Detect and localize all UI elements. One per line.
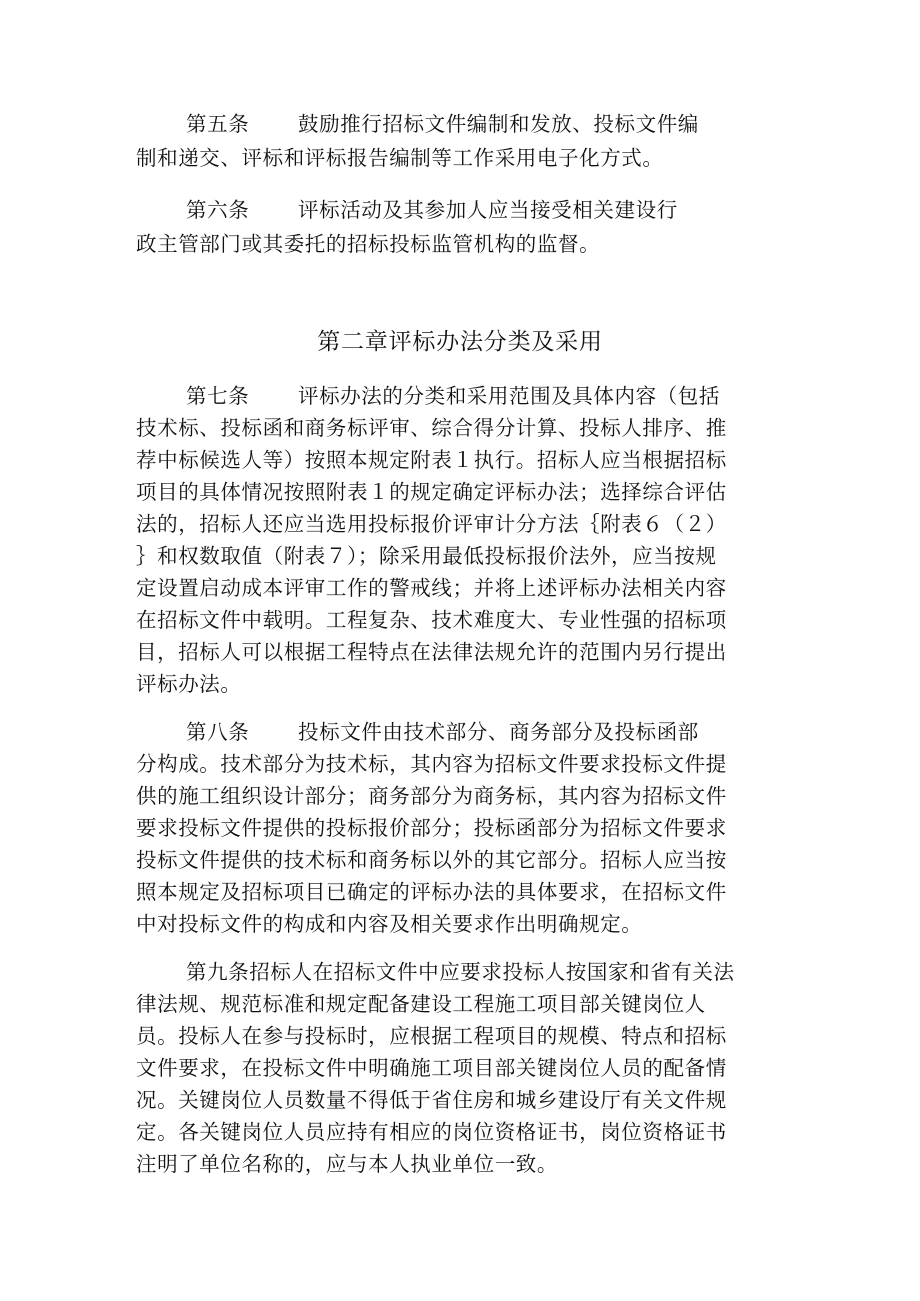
article-8-line-7: 中对投标文件的构成和内容及相关要求作出明确规定。 <box>136 912 643 936</box>
article-7-line-10: 评标办法。 <box>136 672 242 696</box>
article-5-line-2: 制和递交、评标和评标报告编制等工作采用电子化方式。 <box>136 146 664 170</box>
article-9-line-1: 第九条招标人在招标文件中应要求投标人按国家和省有关法 <box>186 960 735 984</box>
article-7-line-2: 技术标、投标函和商务标评审、综合得分计算、投标人排序、推 <box>136 416 727 440</box>
article-7-label: 第七条 <box>186 384 250 408</box>
article-8-line-3: 供的施工组织设计部分；商务部分为商务标，其内容为招标文件 <box>136 784 727 808</box>
article-8-text: 投标文件由技术部分、商务部分及投标函部 <box>298 720 699 744</box>
article-6-line-1 <box>186 194 846 226</box>
article-8-label: 第八条 <box>186 720 250 744</box>
article-5-label: 第五条 <box>186 112 250 136</box>
article-7-line-6: ｝和权数取值（附表７）；除采用最低投标报价法外，应当按规 <box>136 544 717 568</box>
article-6-text: 评标活动及其参加人应当接受相关建设行 <box>298 198 678 222</box>
article-7-line-8: 在招标文件中载明。工程复杂、技术难度大、专业性强的招标项 <box>136 608 727 632</box>
article-7-line-3: 荐中标候选人等）按照本规定附表１执行。招标人应当根据招标 <box>136 448 727 472</box>
article-9-line-4: 文件要求，在投标文件中明确施工项目部关键岗位人员的配备情 <box>136 1056 727 1080</box>
article-6-line-2: 政主管部门或其委托的招标投标监管机构的监督。 <box>136 232 601 256</box>
article-7-line-1 <box>186 380 846 412</box>
article-9-line-7: 注明了单位名称的，应与本人执业单位一致。 <box>136 1152 558 1176</box>
article-9-line-6: 定。各关键岗位人员应持有相应的岗位资格证书，岗位资格证书 <box>136 1120 727 1144</box>
article-9-line-3: 员。投标人在参与投标时，应根据工程项目的规模、特点和招标 <box>136 1024 727 1048</box>
article-7-line-9: 目，招标人可以根据工程特点在法律法规允许的范围内另行提出 <box>136 640 727 664</box>
article-7-line-5: 法的，招标人还应当选用投标报价评审计分方法｛附表６（２） <box>136 512 727 536</box>
article-9-line-5: 况。关键岗位人员数量不得低于省住房和城乡建设厅有关文件规 <box>136 1088 727 1112</box>
article-9-line-2: 律法规、规范标准和规定配备建设工程施工项目部关键岗位人 <box>136 992 706 1016</box>
article-7-text: 评标办法的分类和采用范围及具体内容（包括 <box>298 384 720 408</box>
article-7-line-4: 项目的具体情况按照附表１的规定确定评标办法；选择综合评估 <box>136 480 727 504</box>
article-6-label: 第六条 <box>186 198 250 222</box>
article-7-line-7: 定设置启动成本评审工作的警戒线；并将上述评标办法相关内容 <box>136 576 727 600</box>
article-8-line-6: 照本规定及招标项目已确定的评标办法的具体要求，在招标文件 <box>136 880 727 904</box>
article-5-line-1 <box>186 108 846 140</box>
article-8-line-4: 要求投标文件提供的投标报价部分；投标函部分为招标文件要求 <box>136 816 727 840</box>
chapter-heading: 第二章评标办法分类及采用 <box>317 329 603 355</box>
article-8-line-5: 投标文件提供的技术标和商务标以外的其它部分。招标人应当按 <box>136 848 727 872</box>
article-8-line-2: 分构成。技术部分为技术标，其内容为招标文件要求投标文件提 <box>136 752 727 776</box>
article-8-line-1 <box>186 716 846 748</box>
article-5-text: 鼓励推行招标文件编制和发放、投标文件编 <box>298 112 699 136</box>
